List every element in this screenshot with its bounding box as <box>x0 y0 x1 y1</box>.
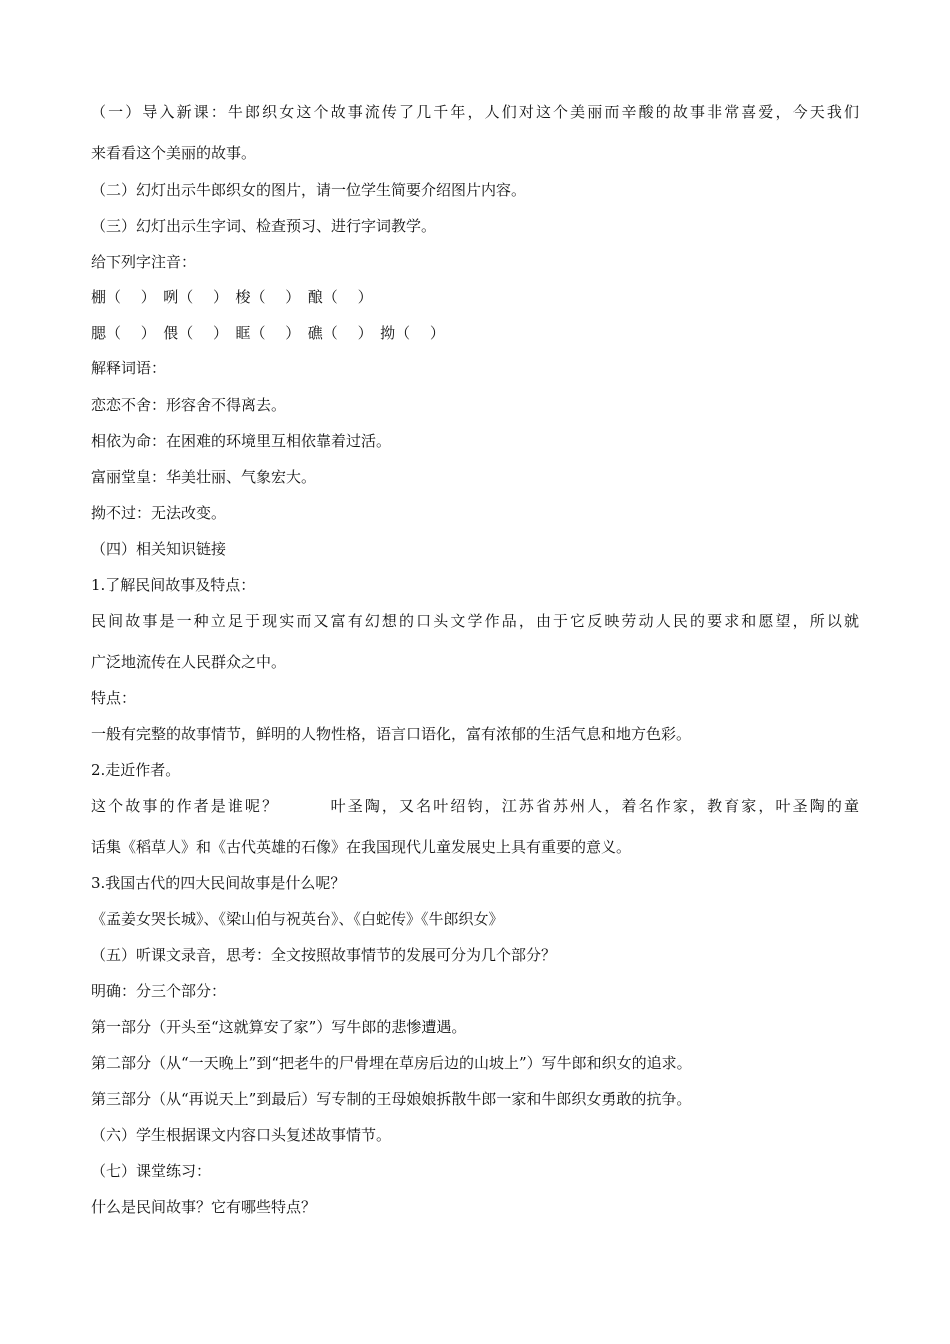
four-folk-stories: 《孟姜女哭长城》、《梁山伯与祝英台》、《白蛇传》《牛郎织女》 <box>91 910 504 928</box>
author-line-2: 话集《稻草人》和《古代英雄的石像》在我国现代儿童发展史上具有重要的意义。 <box>91 838 632 856</box>
part-two: 第二部分（从“一天晚上”到“把老牛的尸骨埋在草房后边的山坡上”）写牛郎和织女的追求。 <box>91 1054 692 1072</box>
part-one: 第一部分（开头至“这就算安了家”）写牛郎的悲惨遭遇。 <box>91 1018 467 1036</box>
pinyin-row-1: 棚（ ） 咧（ ） 梭（ ） 酿（ ） <box>91 288 373 306</box>
knowledge-item-2: 2.走近作者。 <box>91 761 181 779</box>
paragraph-intro-line-1: （一）导入新课：牛郎织女这个故事流传了几千年，人们对这个美丽而辛酸的故事非常喜爱，今天我们 <box>91 103 859 121</box>
exercise-question: 什么是民间故事？它有哪些特点？ <box>91 1198 317 1216</box>
pinyin-row-2: 腮（ ） 偎（ ） 眶（ ） 礁（ ） 拗（ ） <box>91 324 445 342</box>
vocab-heading: 解释词语： <box>91 359 167 377</box>
paragraph-intro-line-2: 来看看这个美丽的故事。 <box>91 144 257 162</box>
folk-story-definition-line-2: 广泛地流传在人民群众之中。 <box>91 653 287 671</box>
knowledge-item-1: 1.了解民间故事及特点： <box>91 576 256 594</box>
step-two: （二）幻灯出示牛郎织女的图片，请一位学生简要介绍图片内容。 <box>91 181 527 199</box>
features-heading: 特点： <box>91 689 137 707</box>
step-five: （五）听课文录音，思考：全文按照故事情节的发展可分为几个部分？ <box>91 946 557 964</box>
clarify-heading: 明确：分三个部分： <box>91 982 227 1000</box>
vocab-item-1: 恋恋不舍：形容舍不得离去。 <box>91 396 287 414</box>
author-line-1: 这个故事的作者是谁呢？ 叶圣陶，又名叶绍钧，江苏省苏州人，着名作家，教育家，叶圣陶的童 <box>91 797 859 815</box>
vocab-item-4: 拗不过：无法改变。 <box>91 504 227 522</box>
vocab-item-2: 相依为命：在困难的环境里互相依靠着过活。 <box>91 432 392 450</box>
step-six: （六）学生根据课文内容口头复述故事情节。 <box>91 1126 392 1144</box>
folk-story-definition-line-1: 民间故事是一种立足于现实而又富有幻想的口头文学作品，由于它反映劳动人民的要求和愿望，所以就 <box>91 612 859 630</box>
step-seven: （七）课堂练习： <box>91 1162 212 1180</box>
step-three: （三）幻灯出示生字词、检查预习、进行字词教学。 <box>91 217 437 235</box>
part-three: 第三部分（从“再说天上”到最后）写专制的王母娘娘拆散牛郎一家和牛郎织女勇敢的抗争。 <box>91 1090 692 1108</box>
vocab-item-3: 富丽堂皇：华美壮丽、气象宏大。 <box>91 468 317 486</box>
pinyin-instruction: 给下列字注音： <box>91 253 197 271</box>
knowledge-item-3: 3.我国古代的四大民间故事是什么呢？ <box>91 874 346 892</box>
features-text: 一般有完整的故事情节，鲜明的人物性格，语言口语化，富有浓郁的生活气息和地方色彩。 <box>91 725 692 743</box>
step-four: （四）相关知识链接 <box>91 540 227 558</box>
